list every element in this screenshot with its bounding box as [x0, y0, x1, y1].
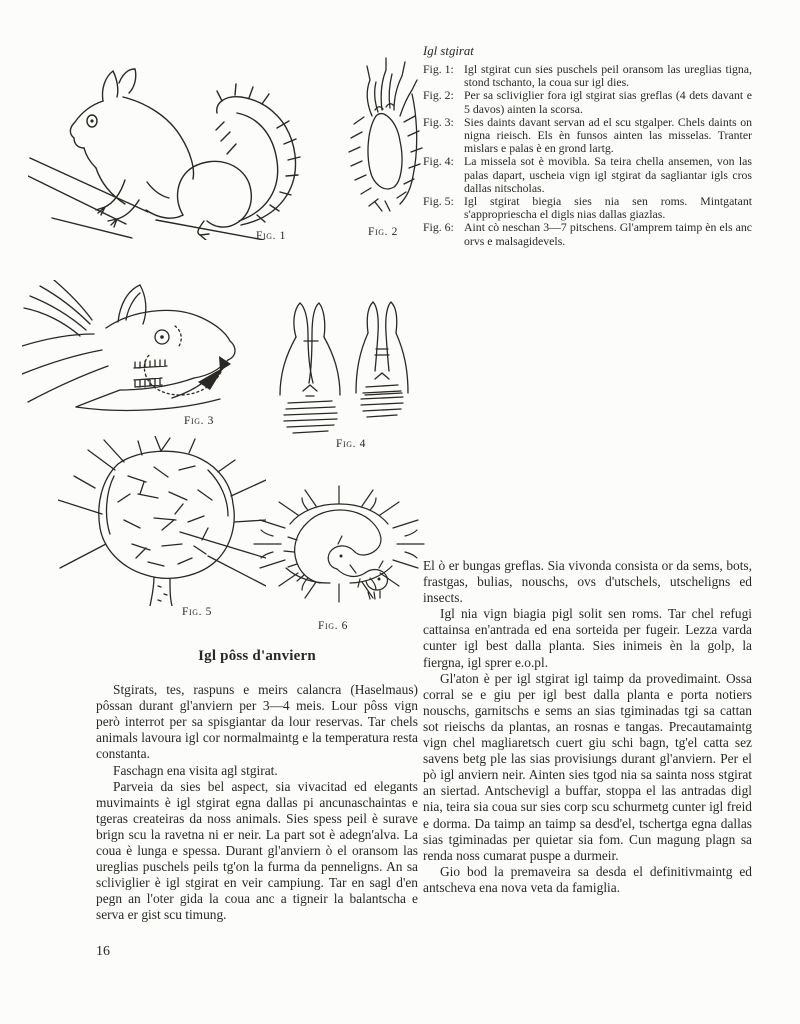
left-paragraph-1: Stgirats, tes, raspuns e meirs calancra (Haselmaus) pôssan durant gl'anviern per 3—4 meis. Lour pôss vign però interrot per sa spisgiantar da lour reservas. Tar chels animals lavoura igl cor normalmaintg e la temperatura resta constanta. — [96, 682, 418, 762]
figure-1-label: Fig. 1 — [256, 230, 286, 242]
left-text-column — [96, 648, 418, 924]
caption-fig1-text: Igl stgirat cun sies puschels peil oransom las ureglias tigna, stond tschanto, la coua sur igl dies. — [464, 62, 752, 90]
figure-caption-column — [423, 44, 752, 248]
caption-fig6-label: Fig. 6: — [423, 220, 454, 235]
figure-3-head-drawing — [22, 280, 247, 414]
caption-fig1-label: Fig. 1: — [423, 62, 454, 76]
right-paragraph-2: Igl nia vign biagia pigl solit sen roms. Tar chel refugi cattainsa en'antrada ed ena sorteida per fugeir. Lezza varda cunter igl best dalla planta. Sies inimeis èn la golp, la fiergna, igl sprer e.o.pl. — [423, 606, 752, 670]
figure-6-nest-interior-drawing — [250, 480, 428, 620]
left-paragraph-3: Parveia da sies bel aspect, sia vivacitad ed elegants muvimaints è igl stgirat egna dallas pi ancunaschaintas e tgeras createiras da noss animals. Sies spess peil è surave brign scu la ravetna ni er neir. La part sot è adegn'alva. La coua è lunga e spessa. Durant gl'anviern ò el oransom las ureglias puschels peils tg'on la furma da penneligns. An sa scliviglier è igl stgirat en veir campiung. Tar en sagl d'en pegn an l'oter gida la coua anc a tigneir la balantscha e serva er gist scu timung. — [96, 778, 418, 923]
caption-fig5-text: Igl stgirat biegia sies nia sen roms. Mintgatant s'appropriescha el digls nias dallas giazlas. — [464, 194, 752, 222]
nest-interior-line-art — [250, 480, 428, 620]
caption-fig3-text: Sies daints davant servan ad el scu stgalper. Chels daints on nigna rieisch. Els èn funsos ainten las misselas. Tranter mislars e palas è en grond lartg. — [464, 114, 752, 156]
teeth-line-art — [262, 297, 427, 437]
right-paragraph-4: Gio bod la premaveira sa desda el definitivmaintg ed antscheva ena nova veta da famiglia. — [423, 863, 752, 895]
right-paragraph-3: Gl'aton è per igl stgirat igl taimp da provedimaint. Ossa corral se e giu per igl best dalla planta e porta notiers nouschs, garnitschs e sems an sias tgiminadas tgi sa cattan sot rieischs da plantas, an rosnas e tangas. Precautamaintg vign chel magliaretsch cuert giu schi bagn, tg'el catta sez savens betg ple las sias provisiungs durant gl'anviern. Per el pò igl anviern neir. Ainten sies tgod nia sa sainta noss stgirat an siertad. Antschevigl a buffar, stoppa el las antradas digl nia, teira sia coua sur sies corp scu schurmetg cunter igl freid e dorma. Da taimp an taimp sa desd'el, tschertga egna dallas sias tgiminadas per quietar sia fom. Cun magung plagn sa renda noss cumarat puspe a durmeir. — [423, 670, 752, 863]
right-paragraph-1: El ò er bungas greflas. Sia vivonda consista or da sems, bots, frastgas, bulias, nouschs, ovs d'utschels, utscheligns ed insects. — [423, 558, 752, 606]
paw-line-art — [342, 56, 427, 226]
squirrel-line-art — [28, 62, 318, 240]
figure-1-squirrel-drawing — [28, 62, 318, 240]
figure-6-label: Fig. 6 — [318, 620, 348, 632]
page-number: 16 — [96, 944, 110, 959]
section-heading-igl-stgirat: Igl stgirat — [423, 44, 474, 58]
caption-fig5 — [423, 195, 752, 221]
right-text-column — [423, 558, 752, 896]
caption-fig4-label: Fig. 4: — [423, 154, 454, 169]
figure-2-paw-drawing — [342, 56, 427, 226]
caption-fig3 — [423, 116, 752, 156]
caption-fig2-label: Fig. 2: — [423, 88, 454, 103]
figure-5-nest-drawing — [58, 436, 266, 606]
caption-fig2 — [423, 89, 752, 115]
left-paragraph-2: Faschagn ena visita agl stgirat. — [113, 762, 278, 778]
caption-fig4 — [423, 155, 752, 195]
figure-4-teeth-drawing — [262, 297, 427, 437]
figure-5-label: Fig. 5 — [182, 606, 212, 618]
caption-fig6 — [423, 221, 752, 247]
caption-fig6-text: Aint cò neschan 3—7 pitschens. Gl'amprem taimp èn els anc orvs e malsagidevels. — [464, 220, 752, 248]
caption-fig5-label: Fig. 5: — [423, 194, 454, 209]
caption-fig4-text: La missela sot è movibla. Sa teira chella ansemen, von las palas dapart, uscheia vign igl stgirat da sagliantar igls cros dallas nitscholas. — [464, 154, 752, 195]
nest-in-tree-line-art — [58, 436, 266, 606]
figure-2-label: Fig. 2 — [368, 226, 398, 238]
figure-3-label: Fig. 3 — [184, 415, 214, 427]
squirrel-head-line-art — [22, 280, 247, 414]
caption-fig2-text: Per sa scliviglier fora igl stgirat sias greflas (4 dets davant e 5 davos) ainten la scorsa. — [464, 88, 752, 116]
section-heading-igl-poss-danviern: Igl pôss d'anviern — [198, 648, 316, 664]
caption-fig3-label: Fig. 3: — [423, 114, 454, 129]
caption-fig1 — [423, 63, 752, 89]
figure-4-label: Fig. 4 — [336, 438, 366, 450]
